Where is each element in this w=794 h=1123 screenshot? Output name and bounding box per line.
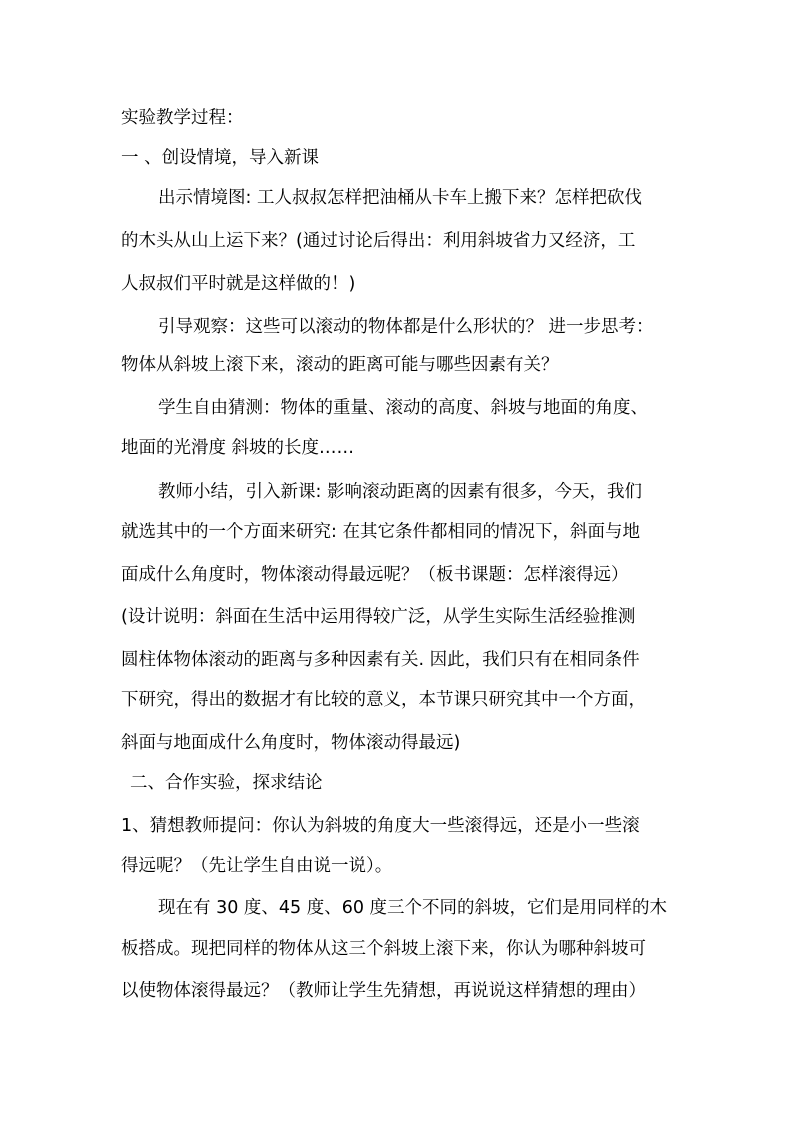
section-1-heading: 一 、创设情境，导入新课: [121, 148, 320, 168]
document-title: 实验教学过程：: [121, 108, 244, 128]
section-2-heading: 二、合作实验，探求结论: [130, 773, 323, 793]
paragraph-line: 出示情境图: 工人叔叔怎样把油桶从卡车上搬下来？怎样把砍伐: [158, 188, 642, 208]
paragraph-line: 板搭成。现把同样的物体从这三个斜坡上滚下来，你认为哪种斜坡可: [121, 939, 646, 959]
paragraph-line: 就选其中的一个方面来研究: 在其它条件都相同的情况下，斜面与地: [121, 522, 640, 542]
paragraph-line: 得远呢？（先让学生自由说一说）。: [121, 856, 393, 876]
paragraph-line: 以使物体滚得最远？（教师让学生先猜想，再说说这样猜想的理由）: [121, 981, 646, 1001]
paragraph-line: 教师小结，引入新课: 影响滚动距离的因素有很多，今天，我们: [158, 482, 642, 502]
paragraph-line: 现在有 30 度、45 度、60 度三个不同的斜坡，它们是用同样的木: [158, 898, 668, 918]
paragraph-line: 圆柱体物体滚动的距离与多种因素有关. 因此，我们只有在相同条件: [121, 650, 640, 670]
paragraph-line: 1、猜想教师提问：你认为斜坡的角度大一些滚得远，还是小一些滚: [121, 816, 640, 836]
paragraph-line: 物体从斜坡上滚下来，滚动的距离可能与哪些因素有关？: [121, 355, 559, 375]
paragraph-line: 地面的光滑度 斜坡的长度……: [121, 438, 355, 458]
paragraph-line: 面成什么角度时，物体滚动得最远呢？（板书课题：怎样滚得远）: [121, 565, 629, 585]
paragraph-line: 人叔叔们平时就是这样做的！): [121, 274, 356, 294]
paragraph-line: 学生自由猜测：物体的重量、滚动的高度、斜坡与地面的角度、: [158, 398, 648, 418]
paragraph-line: 的木头从山上运下来？(通过讨论后得出：利用斜坡省力又经济，工: [121, 231, 636, 251]
paragraph-line: 斜面与地面成什么角度时，物体滚动得最远): [121, 733, 461, 753]
paragraph-line: 引导观察：这些可以滚动的物体都是什么形状的？ 进一步思考：: [158, 317, 654, 337]
paragraph-line: 下研究，得出的数据才有比较的意义，本节课只研究其中一个方面，: [121, 690, 646, 710]
paragraph-line: (设计说明：斜面在生活中运用得较广泛，从学生实际生活经验推测: [121, 607, 636, 627]
